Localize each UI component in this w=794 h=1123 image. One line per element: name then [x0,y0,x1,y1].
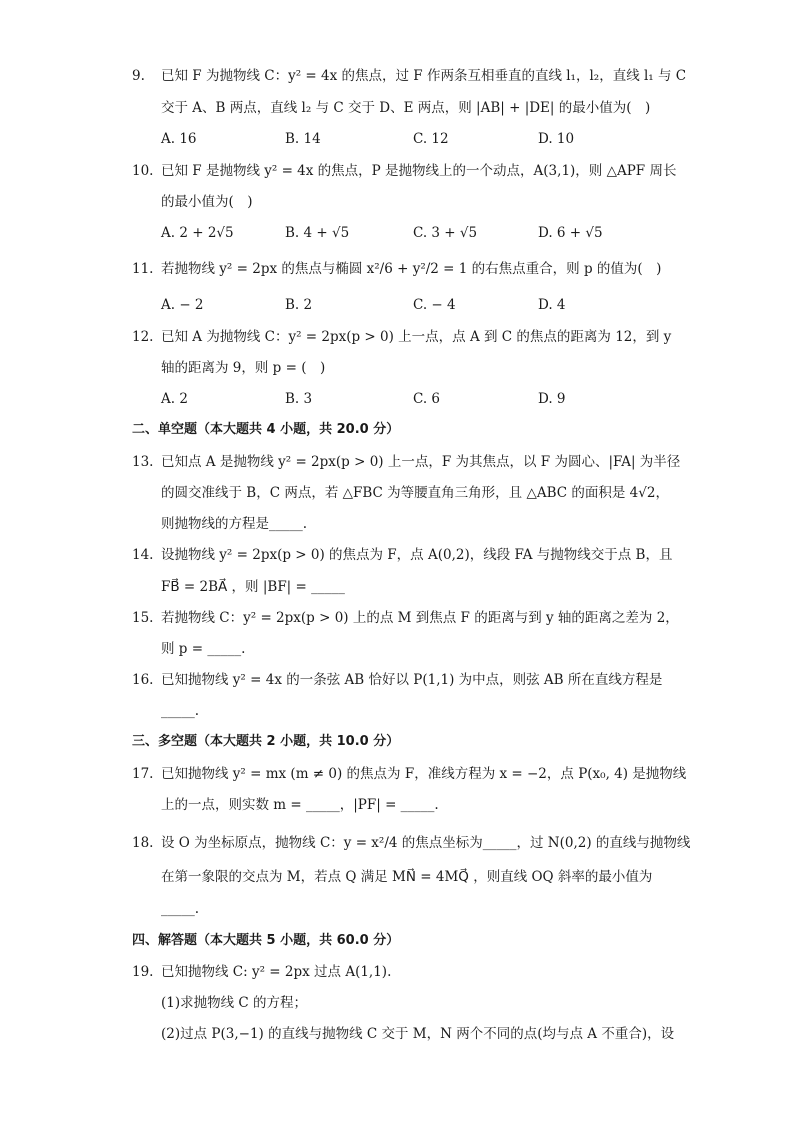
question-text: 已知抛物线 y² = mx (m ≠ 0) 的焦点为 F，准线方程为 x = −2，点 P(x₀, 4) 是抛物线 [161,766,687,782]
option-a: A. 2 [161,391,188,407]
question-text: 的圆交准线于 B，C 两点，若 △FBC 为等腰直角三角形，且 △ABC 的面积是 4√2， [161,485,669,501]
option-b: B. 4 + √5 [285,225,350,241]
question-text: _____. [161,703,200,719]
question-text: 已知 F 是抛物线 y² = 4x 的焦点，P 是抛物线上的一个动点，A(3,1)，则 △APF 周长 [161,163,677,179]
option-d: D. 6 + √5 [538,225,603,241]
question-text: (1)求抛物线 C 的方程； [161,995,308,1011]
question-number: 18. [132,835,154,851]
question-number: 17. [132,766,154,782]
option-a: A. − 2 [161,297,204,313]
question-text: 则 p = _____. [161,641,246,657]
question-text: 已知抛物线 C: y² = 2px 过点 A(1,1). [161,964,392,980]
question-text: 设 O 为坐标原点，抛物线 C：y = x²/4 的焦点坐标为_____，过 N(0,2) 的直线与抛物线 [161,835,691,851]
question-text: 则抛物线的方程是_____. [161,516,308,532]
question-number: 15. [132,610,154,626]
options-row [161,129,681,149]
question-text: 轴的距离为 9，则 p = ( ) [161,360,326,376]
option-a: A. 2 + 2√5 [161,225,234,241]
question-text: 若抛物线 y² = 2px 的焦点与椭圆 x²/6 + y²/2 = 1 的右焦点重合，则 p 的值为( ) [161,261,662,277]
question-text: 的最小值为( ) [161,194,253,210]
options-row [161,223,681,243]
options-row [161,295,681,315]
option-b: B. 14 [285,131,321,147]
question-text: FB⃗ = 2BA⃗ ，则 |BF| = _____ [161,579,345,595]
option-c: C. 12 [413,131,449,147]
option-b: B. 3 [285,391,313,407]
option-c: C. − 4 [413,297,456,313]
option-a: A. 16 [161,131,197,147]
question-text: 设抛物线 y² = 2px(p > 0) 的焦点为 F，点 A(0,2)，线段 FA 与抛物线交于点 B，且 [161,547,673,563]
section-heading: 四、解答题（本大题共 5 小题，共 60.0 分） [132,933,400,948]
question-number: 16. [132,672,154,688]
question-text: 在第一象限的交点为 M，若点 Q 满足 MN⃗ = 4MQ⃗ ，则直线 OQ 斜率的最小值为 [161,869,653,885]
question-number: 19. [132,964,154,980]
question-text: 已知 F 为抛物线 C：y² = 4x 的焦点，过 F 作两条互相垂直的直线 l₁，l₂，直线 l₁ 与 C [161,68,687,84]
question-text: 上的一点，则实数 m = _____，|PF| = _____. [161,797,439,813]
question-number: 12. [132,329,154,345]
option-d: D. 4 [538,297,566,313]
question-text: 若抛物线 C：y² = 2px(p > 0) 上的点 M 到焦点 F 的距离与到 y 轴的距离之差为 2， [161,610,679,626]
question-text: (2)过点 P(3,−1) 的直线与抛物线 C 交于 M，N 两个不同的点(均与点 A 不重合)，设 [161,1026,675,1042]
question-number: 11. [132,261,154,277]
section-heading: 三、多空题（本大题共 2 小题，共 10.0 分） [132,734,400,749]
question-number: 14. [132,547,154,563]
question-number: 13. [132,454,154,470]
option-d: D. 10 [538,131,575,147]
question-text: 已知抛物线 y² = 4x 的一条弦 AB 恰好以 P(1,1) 为中点，则弦 AB 所在直线方程是 [161,672,663,688]
option-d: D. 9 [538,391,566,407]
question-text: _____. [161,901,200,917]
question-number: 10. [132,163,154,179]
question-text: 已知点 A 是抛物线 y² = 2px(p > 0) 上一点，F 为其焦点，以 F 为圆心、|FA| 为半径 [161,454,681,470]
question-text: 交于 A、B 两点，直线 l₂ 与 C 交于 D、E 两点，则 |AB| + |DE| 的最小值为( ) [161,100,651,116]
question-number: 9. [132,68,145,84]
options-row [161,389,681,409]
section-heading: 二、单空题（本大题共 4 小题，共 20.0 分） [132,422,400,437]
question-text: 已知 A 为抛物线 C：y² = 2px(p > 0) 上一点，点 A 到 C 的焦点的距离为 12，到 y [161,329,672,345]
option-c: C. 3 + √5 [413,225,478,241]
option-c: C. 6 [413,391,441,407]
option-b: B. 2 [285,297,313,313]
